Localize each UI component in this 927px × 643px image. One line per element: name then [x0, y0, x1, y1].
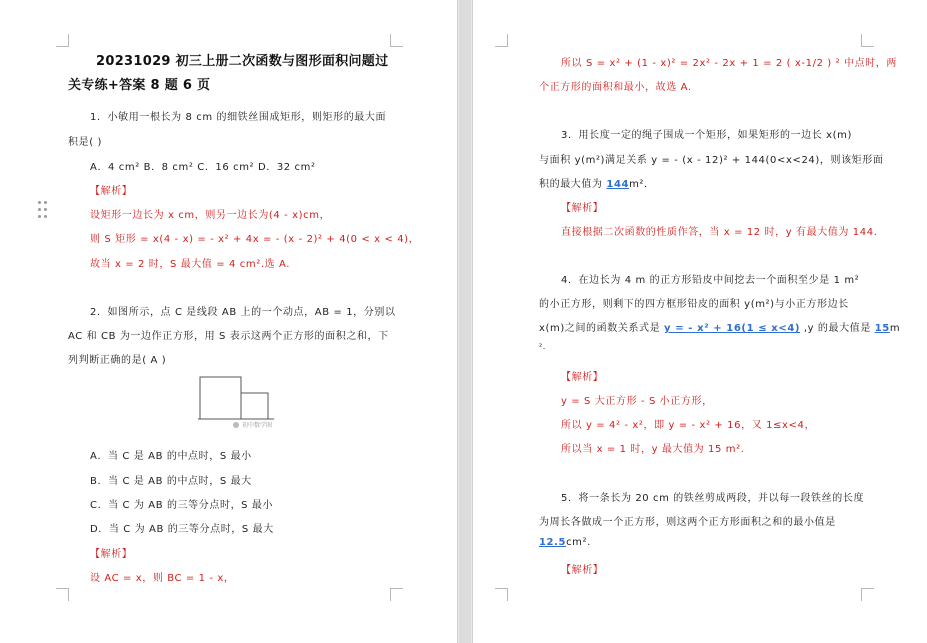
crop-mark — [390, 588, 403, 601]
q3-stem-line3 — [539, 175, 648, 190]
q5-analysis-label: 【解析】 — [561, 565, 604, 576]
q4-stem-text: x(m)之间的函数关系式是 — [539, 323, 665, 334]
crop-mark — [861, 588, 874, 601]
q4-answer-function: y = - x² + 16(1 ≤ x<4) — [664, 323, 801, 334]
q4-solution-line3: 所以当 x = 1 时，y 最大值为 15 m². — [561, 444, 745, 455]
q1-solution-line3: 故当 x = 2 时，S 最大值 = 4 cm².选 A. — [90, 259, 291, 270]
q2-stem-line1: 2．如图所示，点 C 是线段 AB 上的一个动点，AB = 1，分别以 — [90, 307, 396, 318]
crop-mark — [56, 588, 69, 601]
crop-mark — [495, 34, 508, 47]
q2-analysis-label: 【解析】 — [90, 549, 133, 560]
q4-stem-line1: 4．在边长为 4 m 的正方形铅皮中间挖去一个面积至少是 1 m² — [561, 275, 860, 286]
q4-stem-text-mid: ,y 的最大值是 — [800, 323, 875, 334]
q4-stem-line2: 的小正方形，则剩下的四方框形铅皮的面积 y(m²)与小正方形边长 — [539, 299, 849, 310]
q4-answer-max: 15 — [874, 323, 890, 334]
drag-handle-icon[interactable] — [38, 201, 48, 219]
q2-solution-line1: 设 AC = x，则 BC = 1 - x， — [90, 573, 235, 584]
q5-unit: cm². — [566, 537, 591, 548]
q2-option-b: B．当 C 是 AB 的中点时，S 最大 — [90, 476, 252, 487]
figure-watermark: 初中数学圈 — [242, 422, 273, 429]
q4-solution-line1: y = S 大正方形 - S 小正方形， — [561, 396, 713, 407]
crop-mark — [56, 34, 69, 47]
q1-analysis-label: 【解析】 — [90, 186, 133, 197]
q2-solution-line2: 所以 S = x² + (1 - x)² = 2x² - 2x + 1 = 2 ( x-1/2 ) ² 中点时，两 — [561, 58, 897, 69]
q3-stem-text: 积的最大值为 — [539, 179, 607, 190]
q3-answer: 144 — [606, 179, 630, 190]
q2-option-a: A．当 C 是 AB 的中点时，S 最小 — [90, 451, 252, 462]
q1-solution-line1: 设矩形一边长为 x cm，则另一边长为(4 - x)cm， — [90, 210, 331, 221]
q3-solution-line1: 直接根据二次函数的性质作答，当 x = 12 时，y 有最大值为 144. — [561, 227, 878, 238]
q5-stem-line1: 5．将一条长为 20 cm 的铁丝剪成两段，并以每一段铁丝的长度 — [561, 493, 865, 504]
q3-unit: m². — [629, 179, 648, 190]
doc-title-line1: 20231029 初三上册二次函数与图形面积问题过 — [96, 54, 389, 69]
q2-solution-line3: 个正方形的面积和最小，故选 A. — [539, 82, 692, 93]
crop-mark — [861, 34, 874, 47]
q4-stem-line3 — [539, 319, 900, 334]
q5-stem-line2: 为周长各做成一个正方形，则这两个正方形面积之和的最小值是 — [539, 517, 836, 528]
q3-stem-line2: 与面积 y(m²)满足关系 y = - (x - 12)² + 144(0<x<24)，则该矩形面 — [539, 155, 884, 166]
q5-stem-line3 — [539, 537, 591, 548]
doc-title-line2: 关专练+答案 8 题 6 页 — [68, 78, 211, 93]
q2-stem-line3: 列判断正确的是( A ) — [68, 355, 167, 366]
crop-mark — [495, 588, 508, 601]
document-page-left — [0, 0, 458, 643]
q2-option-d: D．当 C 为 AB 的三等分点时，S 最大 — [90, 524, 274, 535]
q4-analysis-label: 【解析】 — [561, 372, 604, 383]
q2-option-c: C．当 C 为 AB 的三等分点时，S 最小 — [90, 500, 274, 511]
q4-stem-line4: ². — [539, 342, 546, 351]
q4-unit: m — [889, 323, 901, 334]
q3-analysis-label: 【解析】 — [561, 203, 604, 214]
two-squares-figure — [196, 376, 286, 430]
crop-mark — [390, 34, 403, 47]
q1-solution-line2: 则 S 矩形 = x(4 - x) = - x² + 4x = - (x - 2)² + 4(0 < x < 4)， — [90, 234, 420, 245]
q1-options: A．4 cm² B．8 cm² C．16 cm² D．32 cm² — [90, 162, 316, 173]
document-page-right — [472, 0, 927, 643]
page-gutter — [459, 0, 471, 643]
q2-stem-line2: AC 和 CB 为一边作正方形，用 S 表示这两个正方形的面积之和，下 — [68, 331, 389, 342]
q3-stem-line1: 3．用长度一定的绳子围成一个矩形，如果矩形的一边长 x(m) — [561, 130, 853, 141]
q1-stem-line1: 1．小敏用一根长为 8 cm 的细铁丝围成矩形，则矩形的最大面 — [90, 112, 387, 123]
q1-stem-line2: 积是( ) — [68, 137, 102, 148]
q4-solution-line2: 所以 y = 4² - x²，即 y = - x² + 16，又 1≤x<4， — [561, 420, 816, 431]
q5-answer: 12.5 — [539, 537, 567, 548]
